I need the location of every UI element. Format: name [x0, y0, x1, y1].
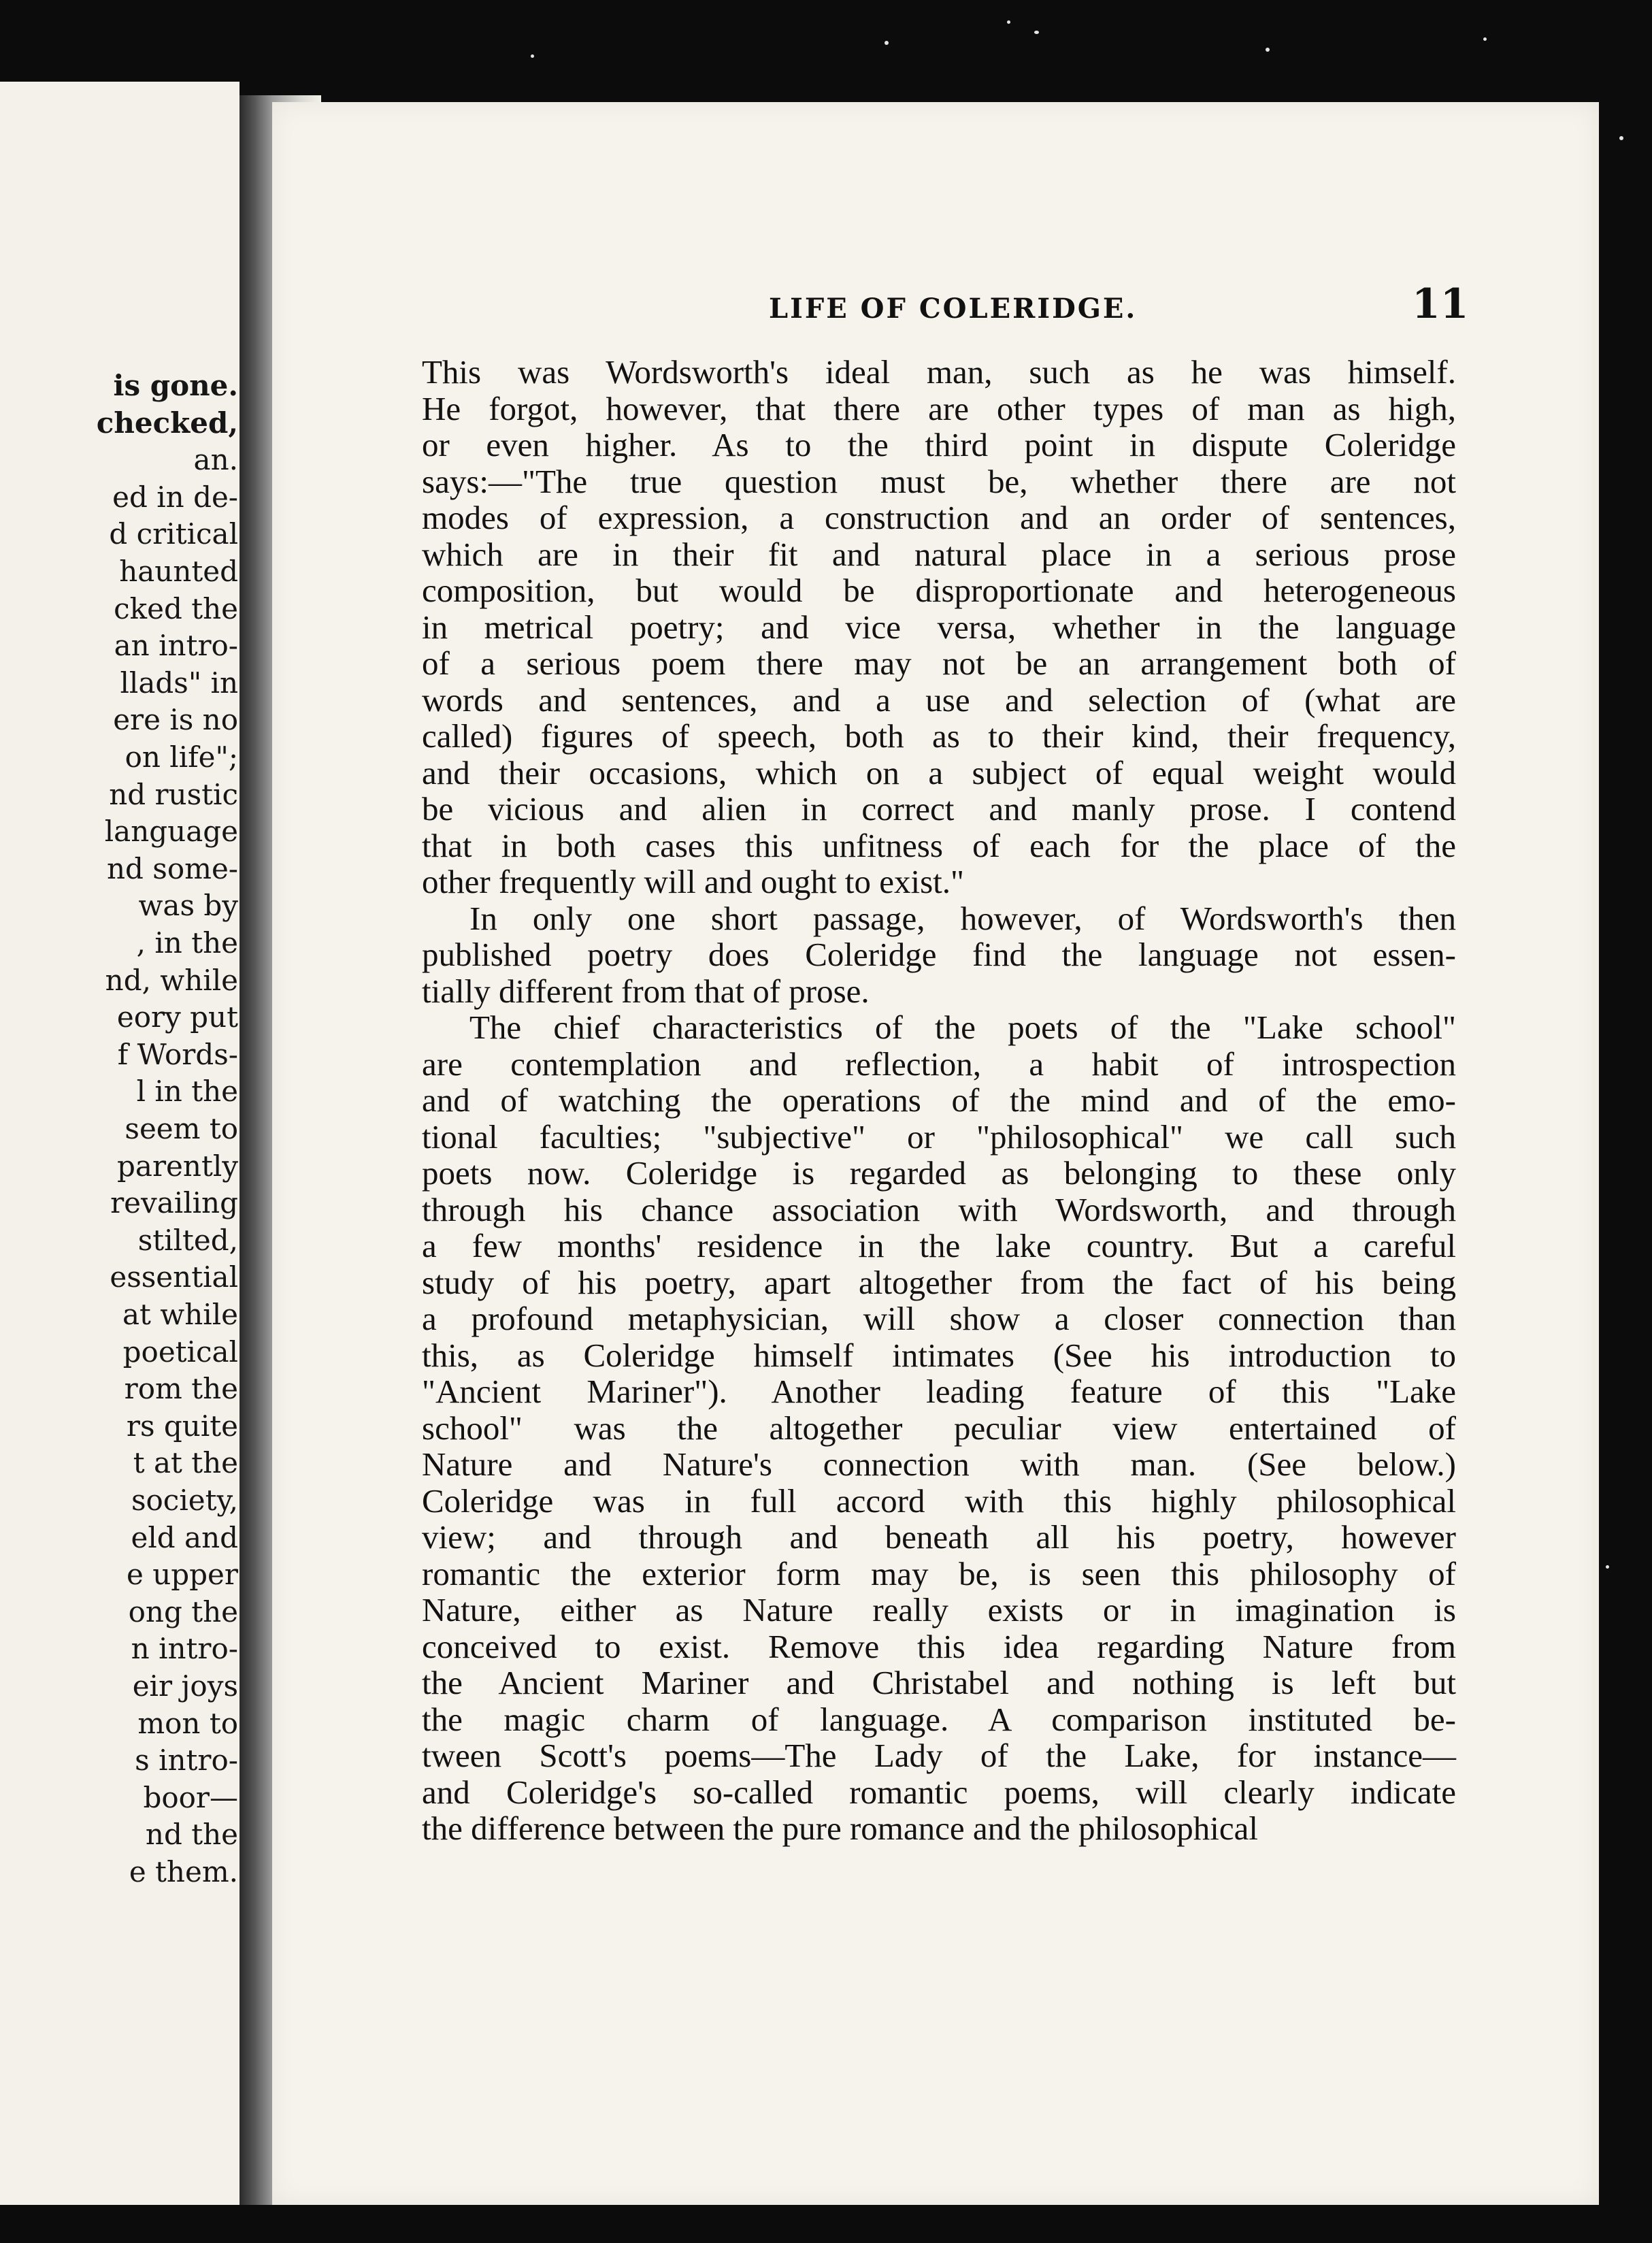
text-line: and Coleridge's so-called romantic poems, will clearly indicate — [422, 1773, 1456, 1811]
scan-speck — [1483, 37, 1487, 41]
facing-page-line: stilted, — [137, 1223, 238, 1257]
running-head: LIFE OF COLERIDGE. — [769, 293, 1138, 325]
facing-page-line: nd some- — [107, 851, 238, 885]
text-line: The chief characteristics of the poets of the "Lake school" — [469, 1009, 1456, 1046]
facing-page-line: rs quite — [126, 1409, 238, 1443]
body-text — [422, 354, 1456, 1847]
text-line: study of his poetry, apart altogether from the fact of his being — [422, 1263, 1456, 1301]
text-line: says:—"The true question must be, whether there are not — [422, 462, 1456, 500]
scan-speck — [1266, 48, 1270, 52]
scan-speck — [1034, 31, 1039, 34]
facing-page-fragment — [0, 82, 239, 2205]
facing-page-line: eir joys — [132, 1669, 238, 1703]
facing-page-line: t at the — [133, 1446, 238, 1480]
text-line: be vicious and alien in correct and manly prose. I contend — [422, 790, 1456, 828]
text-line: conceived to exist. Remove this idea regarding Nature from — [422, 1627, 1456, 1665]
facing-page-line: language — [104, 815, 238, 849]
facing-page-line: cked the — [114, 591, 238, 625]
text-line: tional faculties; "subjective" or "philosophical" we call such — [422, 1117, 1456, 1156]
scan-speck — [1619, 136, 1623, 140]
facing-page-line: ere is no — [113, 703, 238, 737]
facing-page-line: s intro- — [135, 1743, 238, 1778]
scan-speck — [885, 41, 889, 45]
text-line: "Ancient Mariner"). Another leading feature of this "Lake — [422, 1373, 1456, 1410]
facing-page-line: mon to — [137, 1706, 238, 1740]
text-line: and of watching the operations of the mind and of the emo- — [422, 1081, 1456, 1119]
scan-speck — [1007, 20, 1010, 24]
facing-page-line: essential — [110, 1260, 238, 1294]
text-line: He forgot, however, that there are other types of man as high, — [422, 389, 1456, 427]
facing-page-line: , in the — [136, 926, 238, 960]
facing-page-line: ong the — [128, 1594, 238, 1628]
facing-page-line: llads" in — [120, 666, 238, 700]
text-line: tially different from that of prose. — [422, 972, 870, 1010]
text-line: tween Scott's poems—The Lady of the Lake, for instance— — [422, 1737, 1456, 1774]
facing-page-line: eory put — [116, 1000, 238, 1034]
text-line: poets now. Coleridge is regarded as belonging to these only — [422, 1154, 1456, 1192]
facing-page-line: an intro- — [114, 629, 238, 663]
text-line: a profound metaphysician, will show a closer connection than — [422, 1300, 1456, 1337]
text-line: are contemplation and reflection, a habit of introspection — [422, 1045, 1456, 1083]
facing-page-line: seem to — [125, 1112, 238, 1145]
text-line: modes of expression, a construction and an order of sentences, — [422, 499, 1456, 536]
text-line: composition, but would be disproportionate and heterogeneous — [422, 572, 1456, 609]
facing-page-line: poetical — [122, 1335, 238, 1369]
facing-page-line: e them. — [129, 1855, 238, 1888]
text-line: Coleridge was in full accord with this highly philosophical — [422, 1481, 1456, 1520]
facing-page-line: checked, — [96, 406, 238, 440]
text-line: In only one short passage, however, of Wordsworth's then — [469, 899, 1456, 937]
facing-page-line: an. — [193, 443, 238, 477]
text-line: published poetry does Coleridge find the language not essen- — [422, 936, 1456, 973]
scan-speck — [531, 54, 534, 58]
text-line: a few months' residence in the lake country. But a careful — [422, 1227, 1456, 1264]
facing-page-line: was by — [138, 889, 238, 923]
text-line: and their occasions, which on a subject of equal weight would — [422, 753, 1456, 791]
facing-page-line: e upper — [127, 1558, 238, 1592]
text-line: romantic the exterior form may be, is seen this philosophy of — [422, 1554, 1456, 1592]
text-line: called) figures of speech, both as to their kind, their frequency, — [422, 717, 1456, 755]
facing-page-line: parently — [117, 1149, 238, 1183]
facing-page-line: eld and — [131, 1520, 238, 1554]
facing-page-line: haunted — [119, 555, 238, 588]
text-line: Nature and Nature's connection with man. (See below.) — [422, 1445, 1456, 1483]
facing-page-line: revailing — [110, 1186, 238, 1220]
page-number: 11 — [1412, 280, 1469, 328]
facing-page-line: society, — [131, 1484, 238, 1517]
text-line: this, as Coleridge himself intimates (See his introduction to — [422, 1336, 1456, 1374]
facing-page-line: nd rustic — [109, 777, 238, 811]
facing-page-line: is gone. — [113, 369, 238, 402]
text-line: in metrical poetry; and vice versa, whether in the language — [422, 608, 1456, 646]
text-line: other frequently will and ought to exist." — [422, 863, 965, 900]
text-line: of a serious poem there may not be an arrangement both of — [422, 644, 1456, 682]
facing-page-line: n intro- — [131, 1632, 238, 1666]
text-line: which are in their fit and natural place in a serious prose — [422, 535, 1456, 573]
facing-page-line: on life"; — [125, 740, 238, 774]
text-line: words and sentences, and a use and selection of (what are — [422, 681, 1456, 719]
text-line: the magic charm of language. A comparison instituted be- — [422, 1700, 1456, 1738]
text-line: the Ancient Mariner and Christabel and nothing is left but — [422, 1664, 1456, 1701]
text-line: through his chance association with Wordsworth, and through — [422, 1190, 1456, 1228]
text-line: Nature, either as Nature really exists or in imagination is — [422, 1591, 1456, 1628]
text-line: view; and through and beneath all his poetry, however — [422, 1518, 1456, 1556]
facing-page-line: l in the — [136, 1075, 238, 1109]
facing-page-line: nd, while — [105, 963, 238, 997]
text-line: school" was the altogether peculiar view entertained of — [422, 1409, 1456, 1447]
scan-speck — [1606, 1565, 1609, 1569]
text-line: This was Wordsworth's ideal man, such as he was himself. — [422, 353, 1456, 391]
facing-page-line: nd the — [145, 1818, 238, 1852]
facing-page-line: boor— — [143, 1780, 238, 1814]
facing-page-line: ed in de- — [112, 480, 238, 514]
text-line: or even higher. As to the third point in dispute Coleridge — [422, 426, 1456, 463]
facing-page-line: at while — [122, 1298, 238, 1331]
facing-page-line: rom the — [124, 1372, 238, 1406]
text-line: that in both cases this unfitness of each for the place of the — [422, 826, 1456, 864]
text-line: the difference between the pure romance and the philosophical — [422, 1810, 1259, 1847]
facing-page-line: f Words- — [117, 1037, 238, 1071]
facing-page-line: d critical — [109, 517, 238, 551]
